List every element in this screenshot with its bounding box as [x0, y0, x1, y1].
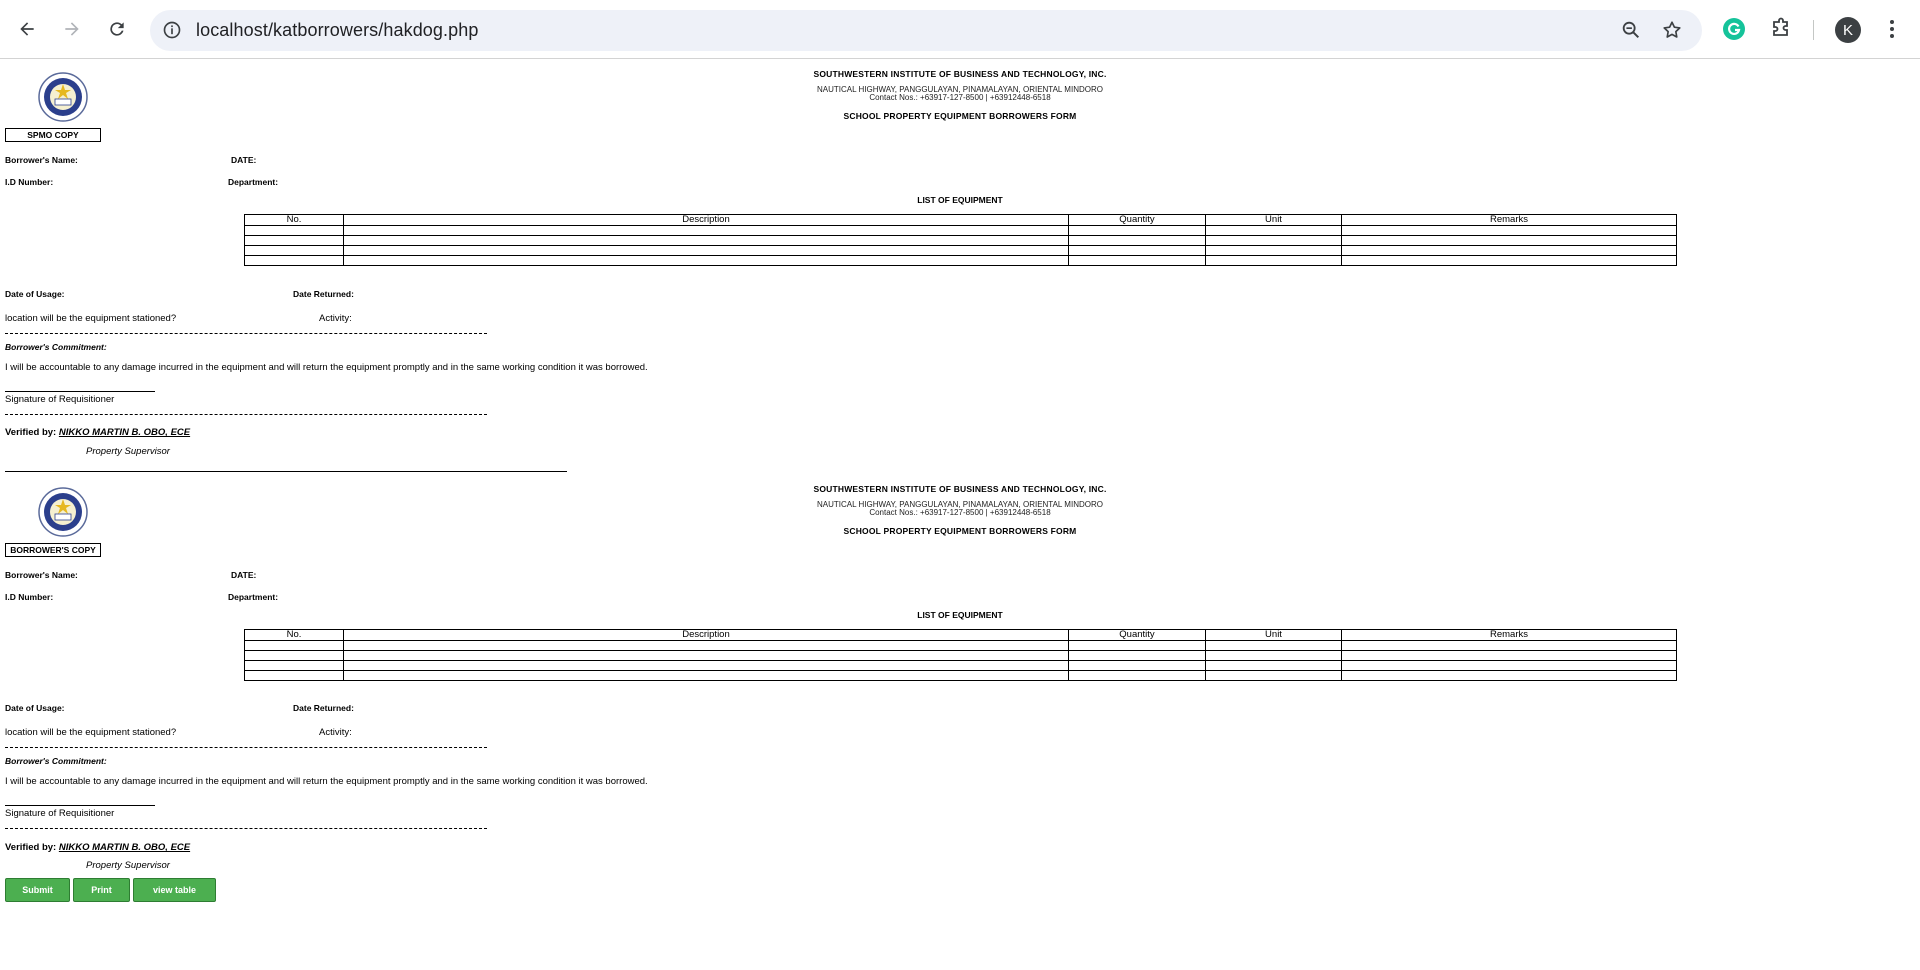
- date-label: DATE:: [231, 570, 257, 580]
- date-label: DATE:: [231, 155, 257, 165]
- column-header-quantity: Quantity: [1069, 630, 1206, 641]
- column-header-no: No.: [245, 630, 344, 641]
- table-cell[interactable]: [1206, 236, 1342, 246]
- back-button[interactable]: [11, 13, 43, 45]
- table-row: [245, 661, 1677, 671]
- verifier-name: NIKKO MARTIN B. OBO, ECE: [58, 842, 191, 853]
- date-of-usage-label: Date of Usage:: [5, 289, 65, 299]
- column-header-unit: Unit: [1206, 215, 1342, 226]
- table-row: [245, 256, 1677, 266]
- table-cell[interactable]: [344, 246, 1069, 256]
- school-address: NAUTICAL HIGHWAY, PANGGULAYAN, PINAMALAYAN, ORIENTAL MINDORO: [817, 500, 1103, 509]
- url-text[interactable]: localhost/katborrowers/hakdog.php: [196, 20, 479, 40]
- table-row: [245, 236, 1677, 246]
- table-cell[interactable]: [1069, 651, 1206, 661]
- date-of-usage-label: Date of Usage:: [5, 703, 65, 713]
- activity-label: Activity:: [319, 313, 352, 324]
- table-cell[interactable]: [1206, 246, 1342, 256]
- form-copy-spmo: [0, 58, 1920, 478]
- table-row: [245, 671, 1677, 681]
- dashed-separator: [5, 414, 487, 415]
- table-cell[interactable]: [1342, 651, 1677, 661]
- dashed-separator: [5, 747, 487, 748]
- commitment-text: I will be accountable to any damage incurred in the equipment and will return the equipment promptly and in the same working condition it was borrowed.: [5, 362, 648, 373]
- site-info-icon[interactable]: [162, 20, 182, 40]
- department-label: Department:: [228, 592, 279, 602]
- column-header-description: Description: [344, 215, 1069, 226]
- table-row: [245, 651, 1677, 661]
- reload-button[interactable]: [101, 13, 133, 45]
- table-cell[interactable]: [1069, 641, 1206, 651]
- table-cell[interactable]: [1069, 661, 1206, 671]
- table-cell[interactable]: [1206, 651, 1342, 661]
- commitment-title: Borrower's Commitment:: [5, 342, 107, 352]
- verifier-title: Property Supervisor: [86, 860, 170, 871]
- table-header-row: [245, 630, 1677, 641]
- back-arrow-icon: [17, 19, 37, 39]
- reload-icon: [107, 19, 127, 39]
- table-cell[interactable]: [245, 651, 344, 661]
- table-row: [245, 226, 1677, 236]
- signature-label: Signature of Requisitioner: [5, 394, 115, 405]
- school-name: SOUTHWESTERN INSTITUTE OF BUSINESS AND TECHNOLOGY, INC.: [813, 69, 1107, 79]
- school-contact: Contact Nos.: +63917-127-8500 | +63912448-6518: [869, 93, 1051, 102]
- copy-label: SPMO COPY: [5, 128, 101, 142]
- submit-button[interactable]: Submit: [5, 878, 70, 902]
- id-number-label: I.D Number:: [5, 592, 54, 602]
- verifier-title: Property Supervisor: [86, 446, 170, 457]
- column-header-remarks: Remarks: [1342, 215, 1677, 226]
- department-label: Department:: [228, 177, 279, 187]
- table-cell[interactable]: [1206, 256, 1342, 266]
- table-row: [245, 246, 1677, 256]
- school-address: NAUTICAL HIGHWAY, PANGGULAYAN, PINAMALAYAN, ORIENTAL MINDORO: [817, 85, 1103, 94]
- verified-by-label: Verified by:: [5, 427, 57, 438]
- browser-toolbar: [0, 0, 1920, 59]
- view-table-button[interactable]: view table: [133, 878, 216, 902]
- table-cell[interactable]: [344, 256, 1069, 266]
- equipment-table: [244, 214, 1677, 266]
- dashed-separator: [5, 333, 487, 334]
- table-cell[interactable]: [1206, 226, 1342, 236]
- dashed-separator: [5, 828, 487, 829]
- verified-by: [5, 842, 190, 853]
- table-cell[interactable]: [1342, 641, 1677, 651]
- copy-label: BORROWER'S COPY: [5, 543, 101, 557]
- table-cell[interactable]: [1342, 236, 1677, 246]
- column-header-no: No.: [245, 215, 344, 226]
- address-bar[interactable]: [150, 10, 1702, 51]
- borrower-name-label: Borrower's Name:: [5, 570, 78, 580]
- verified-by: [5, 427, 190, 438]
- table-cell[interactable]: [344, 651, 1069, 661]
- bookmark-star-icon[interactable]: [1661, 19, 1683, 41]
- date-returned-label: Date Returned:: [293, 703, 354, 713]
- form-title: SCHOOL PROPERTY EQUIPMENT BORROWERS FORM: [843, 111, 1077, 121]
- school-contact: Contact Nos.: +63917-127-8500 | +63912448-6518: [869, 508, 1051, 517]
- table-cell[interactable]: [245, 246, 344, 256]
- forward-button[interactable]: [56, 13, 88, 45]
- toolbar-divider: [1813, 20, 1814, 40]
- location-label: location will be the equipment stationed?: [5, 727, 177, 738]
- table-row: [245, 641, 1677, 651]
- table-cell[interactable]: [1206, 661, 1342, 671]
- commitment-title: Borrower's Commitment:: [5, 756, 107, 766]
- table-cell[interactable]: [1206, 641, 1342, 651]
- column-header-description: Description: [344, 630, 1069, 641]
- table-cell[interactable]: [1342, 256, 1677, 266]
- table-cell[interactable]: [1069, 256, 1206, 266]
- table-cell[interactable]: [245, 671, 344, 681]
- table-cell[interactable]: [1069, 246, 1206, 256]
- table-cell[interactable]: [344, 641, 1069, 651]
- table-cell[interactable]: [1342, 671, 1677, 681]
- column-header-quantity: Quantity: [1069, 215, 1206, 226]
- table-cell[interactable]: [1069, 236, 1206, 246]
- table-cell[interactable]: [1342, 246, 1677, 256]
- grammarly-icon[interactable]: [1722, 17, 1746, 41]
- equipment-table: [244, 629, 1677, 681]
- table-cell[interactable]: [1206, 671, 1342, 681]
- column-header-unit: Unit: [1206, 630, 1342, 641]
- table-cell[interactable]: [245, 226, 344, 236]
- list-of-equipment-title: LIST OF EQUIPMENT: [917, 610, 1003, 620]
- zoom-icon[interactable]: [1620, 19, 1642, 41]
- more-menu-icon[interactable]: [1880, 17, 1904, 41]
- list-of-equipment-title: LIST OF EQUIPMENT: [917, 195, 1003, 205]
- date-returned-label: Date Returned:: [293, 289, 354, 299]
- verified-by-label: Verified by:: [5, 842, 57, 853]
- forward-arrow-icon: [62, 19, 82, 39]
- table-cell[interactable]: [245, 641, 344, 651]
- table-cell[interactable]: [1069, 226, 1206, 236]
- copy-separator-line: [5, 471, 567, 472]
- id-number-label: I.D Number:: [5, 177, 54, 187]
- table-cell[interactable]: [344, 226, 1069, 236]
- signature-line: [5, 805, 155, 806]
- table-cell[interactable]: [344, 236, 1069, 246]
- profile-avatar[interactable]: K: [1835, 17, 1861, 43]
- school-name: SOUTHWESTERN INSTITUTE OF BUSINESS AND TECHNOLOGY, INC.: [813, 484, 1107, 494]
- verifier-name: NIKKO MARTIN B. OBO, ECE: [58, 427, 191, 438]
- table-cell[interactable]: [1342, 661, 1677, 671]
- table-cell[interactable]: [245, 661, 344, 671]
- form-copy-borrower: [0, 473, 1920, 893]
- location-label: location will be the equipment stationed?: [5, 313, 177, 324]
- activity-label: Activity:: [319, 727, 352, 738]
- commitment-text: I will be accountable to any damage incurred in the equipment and will return the equipment promptly and in the same working condition it was borrowed.: [5, 776, 648, 787]
- table-cell[interactable]: [245, 256, 344, 266]
- extensions-puzzle-icon[interactable]: [1769, 17, 1793, 41]
- table-cell[interactable]: [344, 671, 1069, 681]
- table-cell[interactable]: [1342, 226, 1677, 236]
- signature-line: [5, 391, 155, 392]
- borrower-name-label: Borrower's Name:: [5, 155, 78, 165]
- column-header-remarks: Remarks: [1342, 630, 1677, 641]
- table-cell[interactable]: [1069, 671, 1206, 681]
- form-title: SCHOOL PROPERTY EQUIPMENT BORROWERS FORM: [843, 526, 1077, 536]
- table-header-row: [245, 215, 1677, 226]
- signature-label: Signature of Requisitioner: [5, 808, 115, 819]
- table-cell[interactable]: [344, 661, 1069, 671]
- print-button[interactable]: Print: [73, 878, 130, 902]
- table-cell[interactable]: [245, 236, 344, 246]
